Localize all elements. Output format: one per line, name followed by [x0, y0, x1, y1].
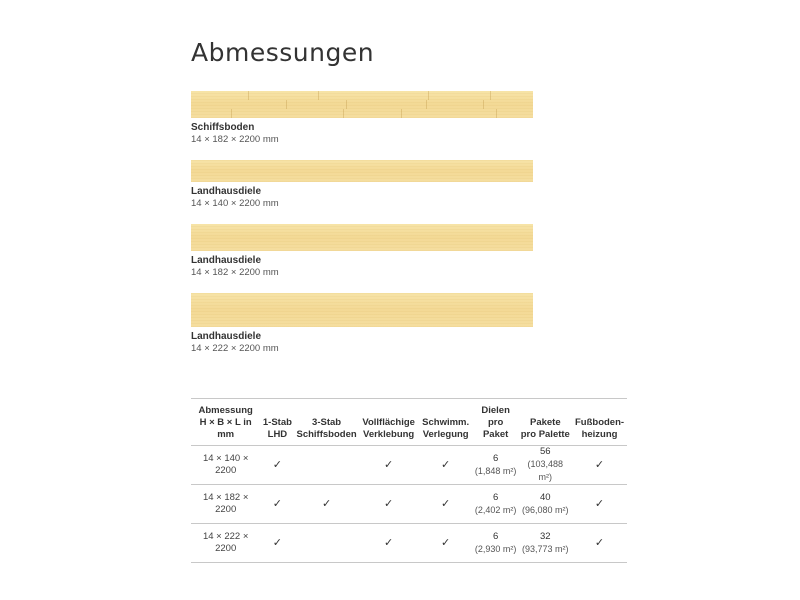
product-schiffsboden	[191, 91, 533, 146]
header-vollflaechige: Vollflächige Verklebung	[359, 399, 419, 446]
table-row	[191, 524, 627, 563]
product-name: Landhausdiele	[191, 255, 262, 266]
header-fussbodenheizung: Fußboden- heizung	[572, 399, 627, 446]
cell-dimension: 14 × 222 × 2200	[191, 524, 260, 563]
product-landhausdiele-140	[191, 160, 533, 210]
cell-vollflaechige: ✓	[359, 524, 419, 563]
cell-schwimm: ✓	[419, 524, 473, 563]
product-dimensions: 14 × 222 × 2200 mm	[191, 343, 279, 354]
product-name: Schiffsboden	[191, 122, 255, 133]
cell-pakete: 32 (93,773 m²)	[519, 524, 572, 563]
cell-pakete: 40 (96,080 m²)	[519, 485, 572, 524]
cell-1-stab: ✓	[260, 524, 294, 563]
dimensions-table	[191, 398, 627, 563]
product-landhausdiele-182	[191, 224, 533, 279]
cell-vollflaechige: ✓	[359, 446, 419, 485]
table-row	[191, 485, 627, 524]
cell-3-stab: ✓	[294, 485, 358, 524]
header-1-stab: 1-Stab LHD	[260, 399, 294, 446]
cell-heizung: ✓	[572, 485, 627, 524]
cell-heizung: ✓	[572, 524, 627, 563]
header-abmessung: Abmessung H × B × L in mm	[191, 399, 260, 446]
cell-3-stab	[294, 446, 358, 485]
product-dimensions: 14 × 182 × 2200 mm	[191, 267, 279, 278]
cell-dielen: 6 (1,848 m²)	[473, 446, 519, 485]
cell-pakete: 56 (103,488 m²)	[519, 446, 572, 485]
header-pakete: Pakete pro Palette	[519, 399, 572, 446]
cell-vollflaechige: ✓	[359, 485, 419, 524]
page-title: Abmessungen	[191, 38, 375, 67]
product-name: Landhausdiele	[191, 186, 262, 197]
wood-swatch-landhausdiele-140	[191, 160, 533, 182]
header-schwimm: Schwimm. Verlegung	[419, 399, 473, 446]
table-header-row	[191, 399, 627, 446]
wood-swatch-landhausdiele-222	[191, 293, 533, 327]
wood-swatch-schiffsboden	[191, 91, 533, 118]
cell-dielen: 6 (2,402 m²)	[473, 485, 519, 524]
cell-dielen: 6 (2,930 m²)	[473, 524, 519, 563]
cell-heizung: ✓	[572, 446, 627, 485]
cell-schwimm: ✓	[419, 446, 473, 485]
cell-dimension: 14 × 140 × 2200	[191, 446, 260, 485]
product-landhausdiele-222	[191, 293, 533, 355]
product-dimensions: 14 × 140 × 2200 mm	[191, 198, 279, 209]
header-dielen: Dielen pro Paket	[473, 399, 519, 446]
cell-schwimm: ✓	[419, 485, 473, 524]
cell-1-stab: ✓	[260, 446, 294, 485]
cell-1-stab: ✓	[260, 485, 294, 524]
wood-swatch-landhausdiele-182	[191, 224, 533, 251]
cell-3-stab	[294, 524, 358, 563]
header-3-stab: 3-Stab Schiffsboden	[294, 399, 358, 446]
product-dimensions: 14 × 182 × 2200 mm	[191, 134, 279, 145]
cell-dimension: 14 × 182 × 2200	[191, 485, 260, 524]
product-name: Landhausdiele	[191, 331, 262, 342]
table-row	[191, 446, 627, 485]
